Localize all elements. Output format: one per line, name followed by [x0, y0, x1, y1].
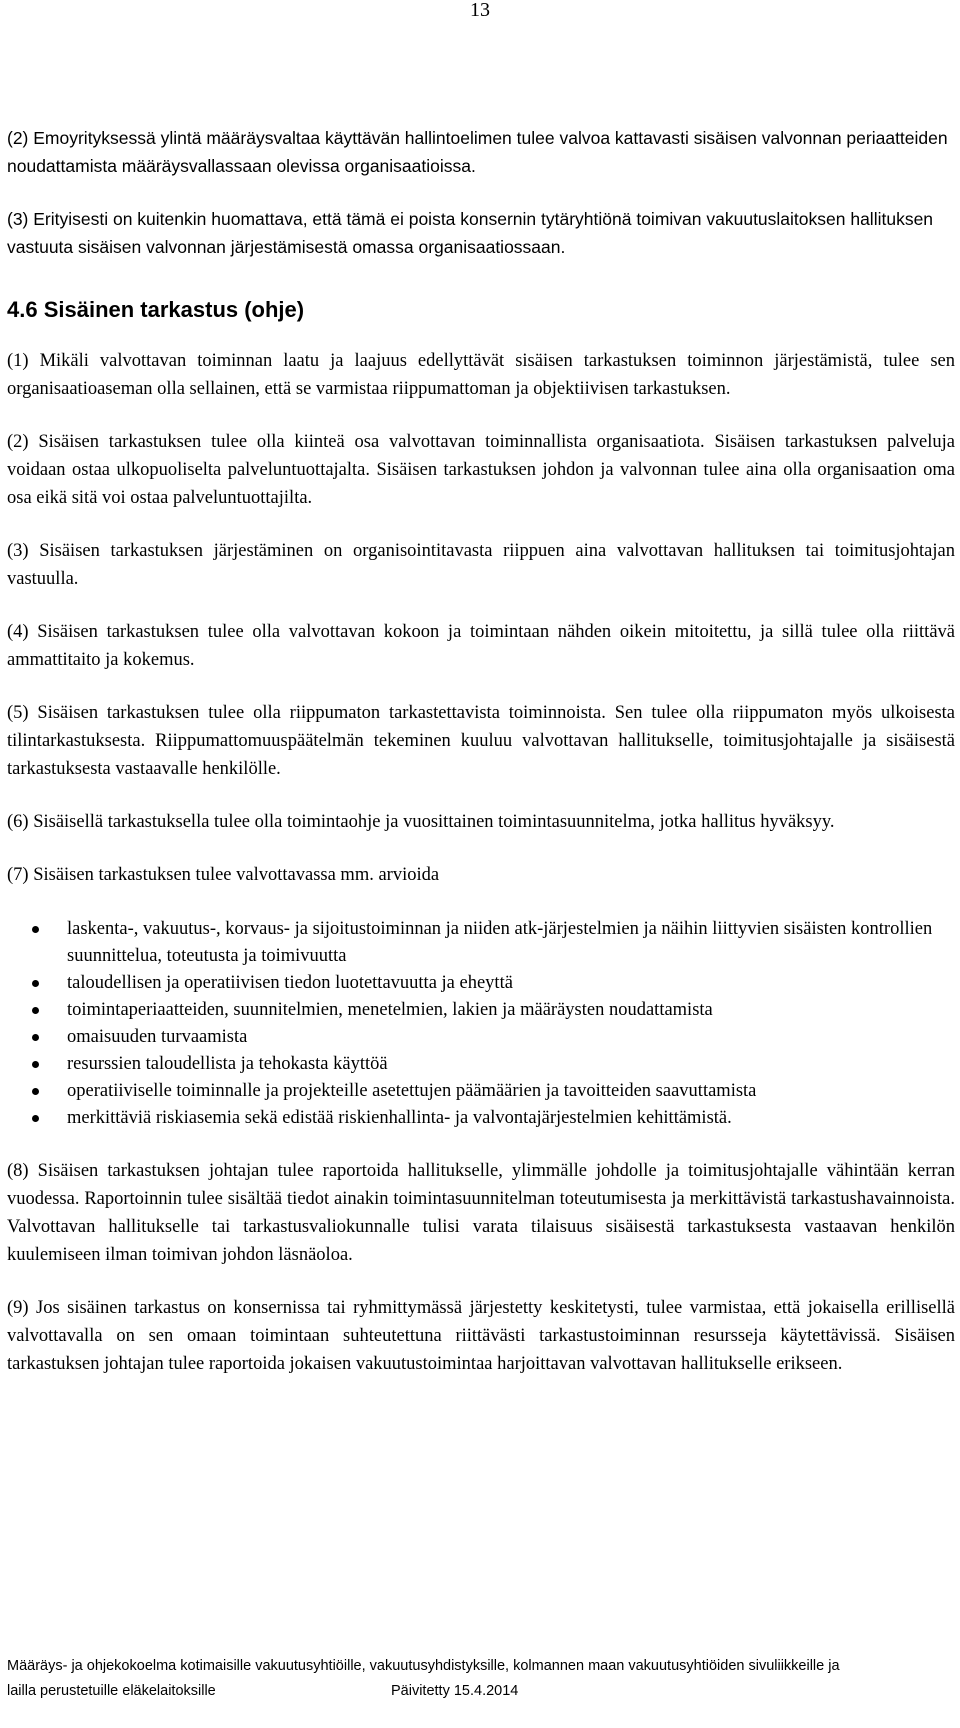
- paragraph-6: (6) Sisäisellä tarkastuksella tulee olla toimintaohje ja vuosittainen toimintasuunnitelma, jotka hallitus hyväksyy.: [7, 812, 835, 832]
- paragraph-top-3: (3) Erityisesti on kuitenkin huomattava, että tämä ei poista konsernin tytäryhtiönä toimivan vakuutuslaitoksen hallituksen vastuuta sisäisen valvonnan järjestämisestä omassa organisaatiossaan.: [7, 209, 934, 257]
- footer-line-1: Määräys- ja ohjekokoelma kotimaisille vakuutusyhtiöille, vakuutusyhdistyksille, kolmannen maan vakuutusyhtiöiden sivuliikkeille ja: [7, 1658, 840, 1674]
- list-item-text: omaisuuden turvaamista: [67, 1027, 248, 1047]
- list-item: [7, 1051, 955, 1078]
- page-footer: [7, 1654, 955, 1704]
- paragraph-3: (3) Sisäisen tarkastuksen järjestäminen on organisointitavasta riippuen aina valvottavan hallituksen tai toimitusjohtajan vastuulla.: [7, 541, 955, 589]
- list-item: [7, 1105, 955, 1132]
- list-item-text: merkittäviä riskiasemia sekä edistää riskienhallinta- ja valvontajärjestelmien kehittämistä.: [67, 1108, 732, 1128]
- paragraph-4: (4) Sisäisen tarkastuksen tulee olla valvottavan kokoon ja toimintaan nähden oikein mitoitettu, ja sillä tulee olla riittävä ammattitaito ja kokemus.: [7, 622, 955, 670]
- paragraph-top-2: (2) Emoyrityksessä ylintä määräysvaltaa käyttävän hallintoelimen tulee valvoa kattavasti sisäisen valvonnan periaatteiden noudattamista määräysvallassaan olevissa organisaatioissa.: [7, 128, 948, 176]
- document-body: [7, 124, 955, 1378]
- list-item: [7, 970, 955, 997]
- bullet-icon: [32, 1115, 39, 1122]
- bullet-icon: [32, 980, 39, 987]
- footer-line-2: lailla perustetuille eläkelaitoksille: [7, 1683, 216, 1699]
- list-item: [7, 997, 955, 1024]
- list-item-text: laskenta-, vakuutus-, korvaus- ja sijoitustoiminnan ja niiden atk-järjestelmien ja näihin liittyvien sisäisten kontrollien suunnittelua, toteutusta ja toimivuutta: [67, 919, 933, 966]
- list-item-text: taloudellisen ja operatiivisen tiedon luotettavuutta ja eheyttä: [67, 973, 513, 993]
- list-item-text: operatiiviselle toiminnalle ja projekteille asetettujen päämäärien ja tavoitteiden saavuttamista: [67, 1081, 757, 1101]
- paragraph-2: (2) Sisäisen tarkastuksen tulee olla kiinteä osa valvottavan toiminnallista organisaatiota. Sisäisen tarkastuksen palveluja voidaan ostaa ulkopuoliselta palveluntuottajalta. Sisäisen tarkastuksen johdon ja valvonnan tulee aina olla organisaation oma osa eikä sitä voi ostaa palveluntuottajilta.: [7, 432, 955, 508]
- bullet-icon: [32, 1034, 39, 1041]
- bullet-icon: [32, 1088, 39, 1095]
- bullet-icon: [32, 1061, 39, 1068]
- paragraph-9: (9) Jos sisäinen tarkastus on konsernissa tai ryhmittymässä järjestetty keskitetysti, tulee varmistaa, että jokaisella erillisellä valvottavalla on sen omaan toimintaan suhteutettuna riittävästi tarkastustoiminnan resursseja käytettävissä. Sisäisen tarkastuksen johtajan tulee raportoida jokaisen vakuutustoimintaa harjoittavan valvottavan hallitukselle erikseen.: [7, 1298, 955, 1374]
- bullet-icon: [32, 926, 39, 933]
- bullet-list: [7, 916, 955, 1132]
- list-item: [7, 1024, 955, 1051]
- section-heading: 4.6 Sisäinen tarkastus (ohje): [7, 297, 305, 322]
- list-item: [7, 1078, 955, 1105]
- page-number: 13: [470, 0, 490, 21]
- paragraph-8: (8) Sisäisen tarkastuksen johtajan tulee raportoida hallitukselle, ylimmälle johdolle ja toimitusjohtajalle vähintään kerran vuodessa. Raportoinnin tulee sisältää tiedot ainakin toimintasuunnitelman toteutumisesta ja merkittävistä tarkastushavainnoista. Valvottavan hallitukselle tai tarkastusvaliokunnalle tulisi varata tilaisuus sisäisestä tarkastuksesta vastaavan henkilön kuulemiseen ilman toimivan johdon läsnäoloa.: [7, 1161, 955, 1265]
- list-item: [7, 916, 955, 970]
- paragraph-7: (7) Sisäisen tarkastuksen tulee valvottavassa mm. arvioida: [7, 865, 440, 885]
- bullet-icon: [32, 1007, 39, 1014]
- paragraph-1: (1) Mikäli valvottavan toiminnan laatu ja laajuus edellyttävät sisäisen tarkastuksen toiminnon järjestämistä, tulee sen organisaatioaseman olla sellainen, että se varmistaa riippumattoman ja objektiivisen tarkastuksen.: [7, 351, 955, 399]
- paragraph-5: (5) Sisäisen tarkastuksen tulee olla riippumaton tarkastettavista toiminnoista. Sen tulee olla riippumaton myös ulkoisesta tilintarkastuksesta. Riippumattomuuspäätelmän tekeminen kuuluu valvottavan hallitukselle, toimitusjohtajalle ja sisäisestä tarkastuksesta vastaavalle henkilölle.: [7, 703, 955, 779]
- list-item-text: resurssien taloudellista ja tehokasta käyttöä: [67, 1054, 388, 1074]
- list-item-text: toimintaperiaatteiden, suunnitelmien, menetelmien, lakien ja määräysten noudattamista: [67, 1000, 713, 1020]
- footer-updated-date: Päivitetty 15.4.2014: [391, 1683, 519, 1699]
